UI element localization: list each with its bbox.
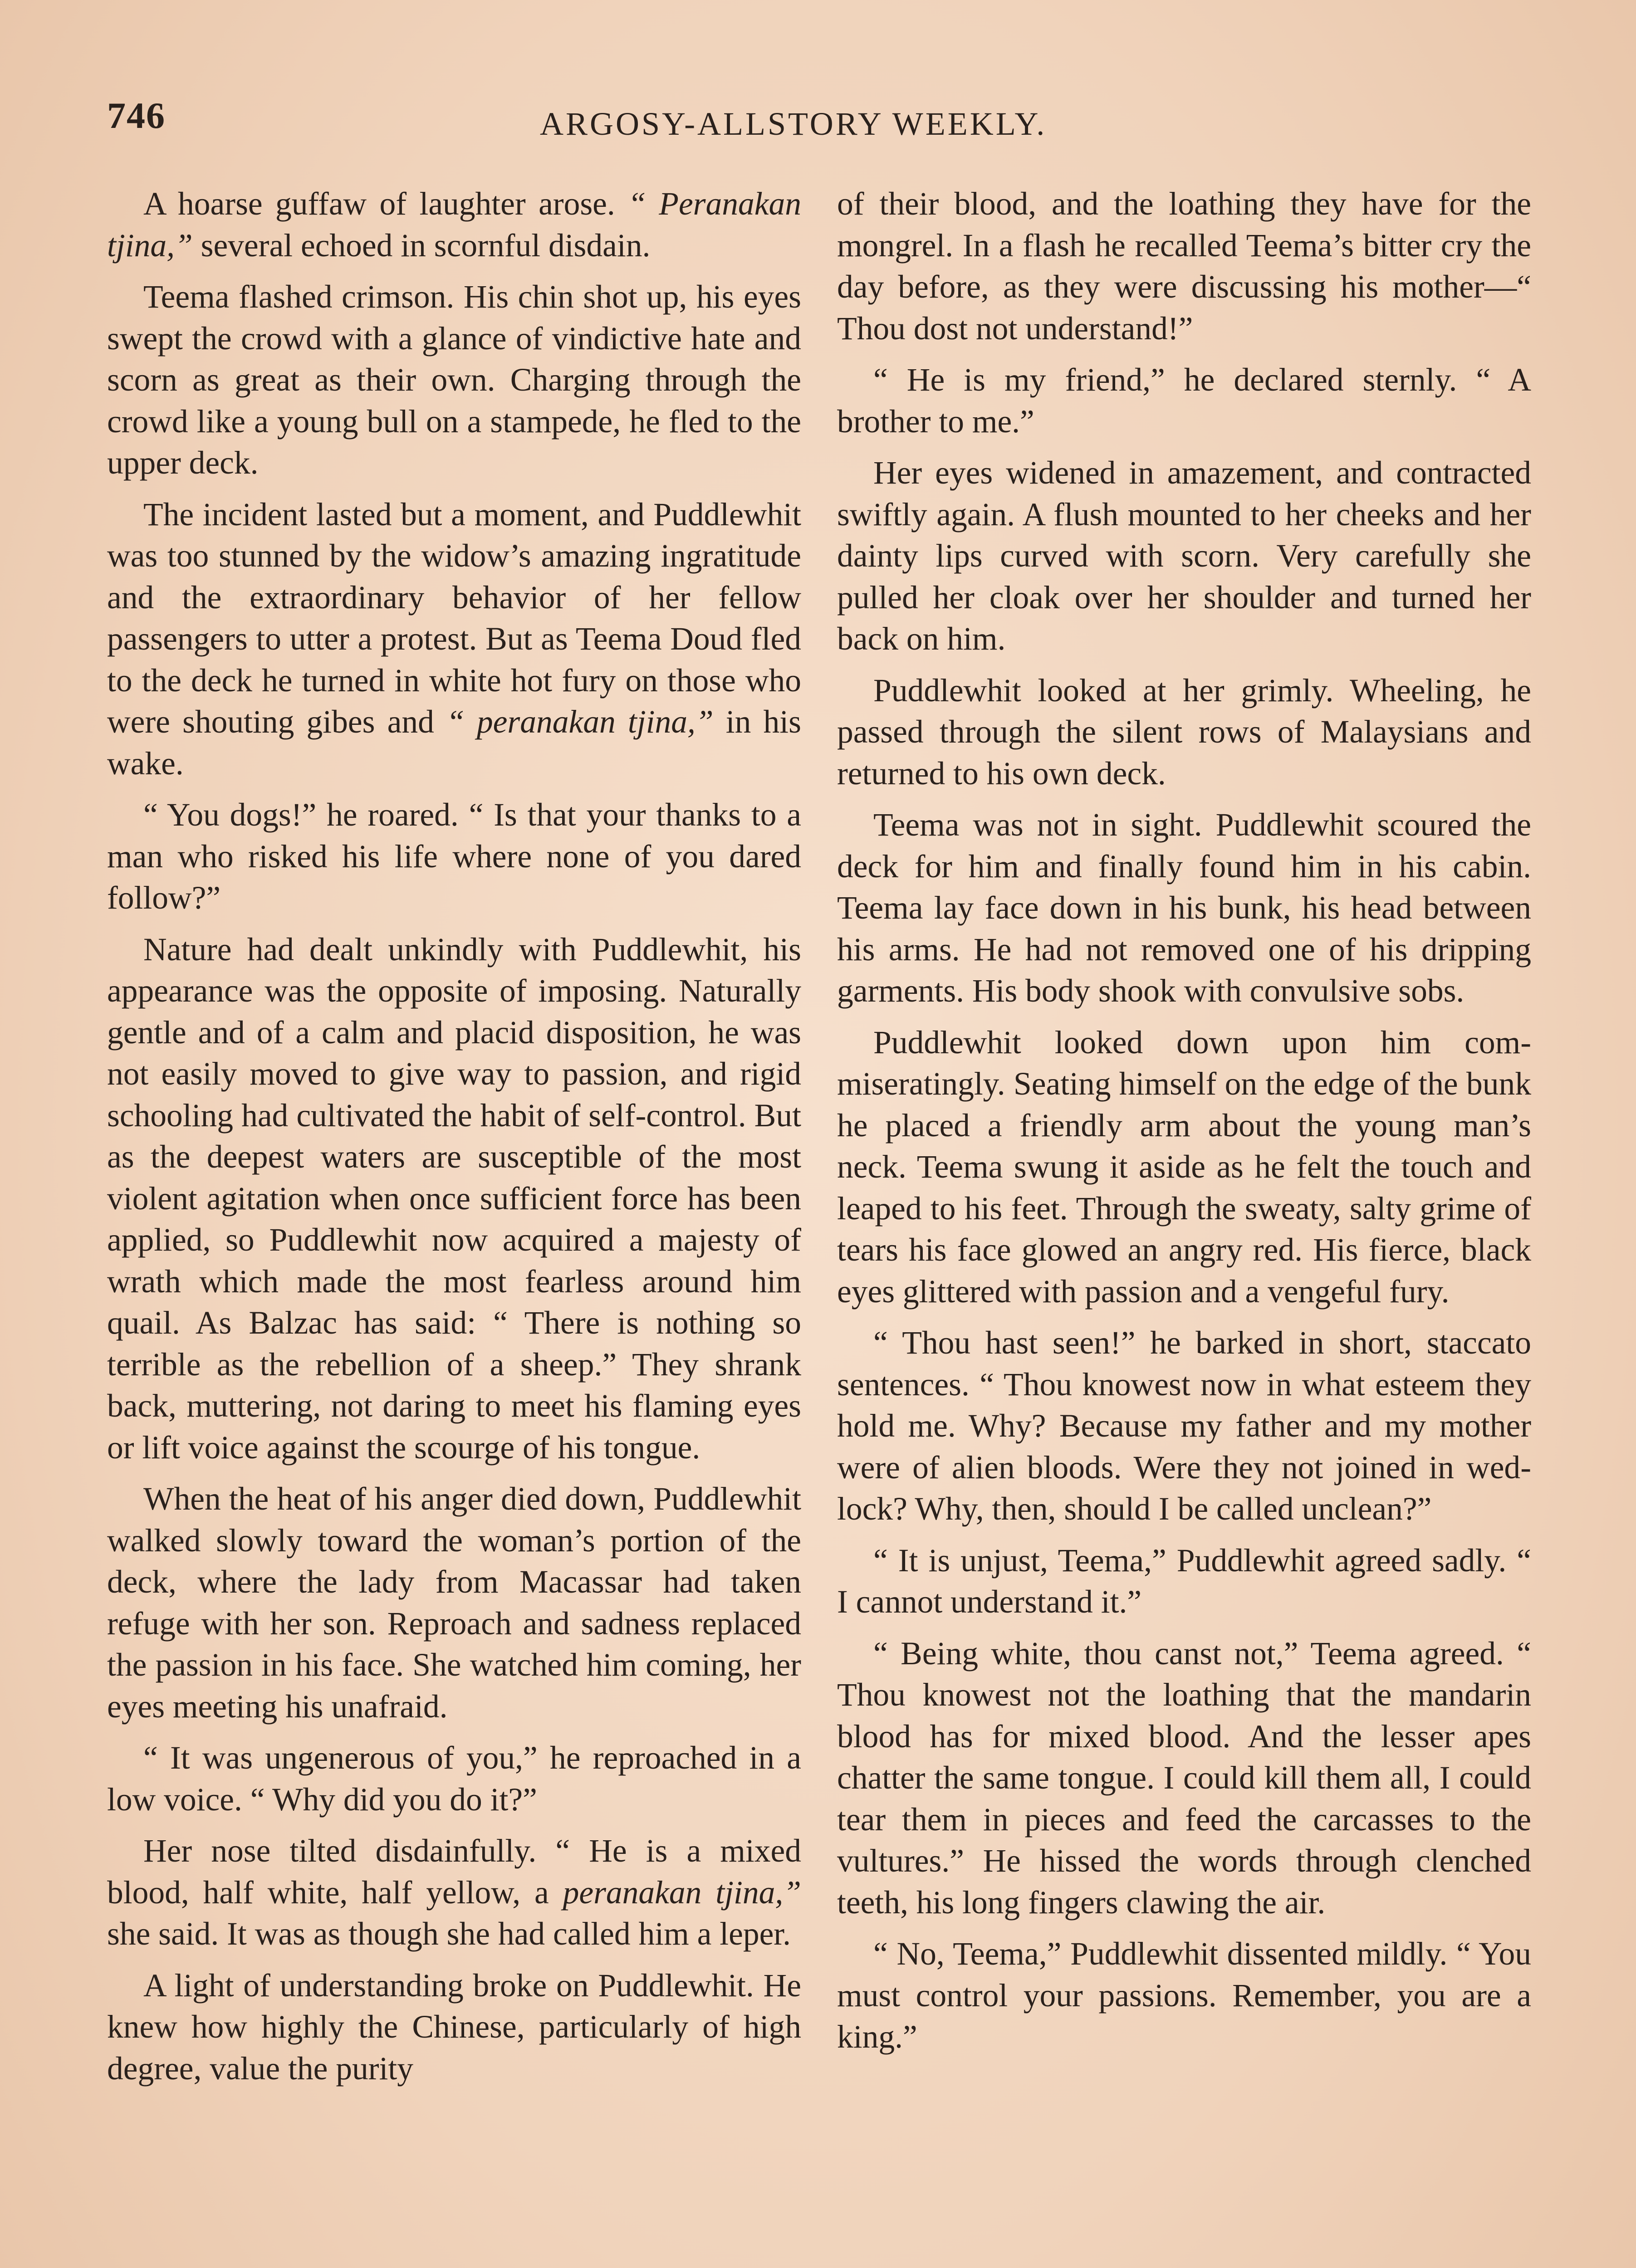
text-run: Nature had dealt unkindly with Puddlewhit, his appearance was the opposite of imposing. Naturally gentle and of a calm and placid disposition, he was not easily moved to give way to passion, and rigid schooling had cultivated the habit of self-control. But as the deepest waters are susceptible of the most violent agitation when once sufficient force has been applied, so Puddlewhit now acquired a majesty of wrath which made the most fearless around him quail. As Balzac has said: “ There is nothing so terrible as the rebellion of a sheep.” They shrank back, muttering, not daring to meet his flaming eyes or lift voice against the scourge of his tongue.	[107, 931, 801, 1466]
text-run: “ Being white, thou canst not,” Teema agreed. “ Thou knowest not the loathing that the mandarin blood has for mixed blood. And the lesser apes chatter the same tongue. I could kill them all, I could tear them in pieces and feed the carcasses to the vultures.” He hissed the words through clenched teeth, his long fingers clawing the air.	[837, 1635, 1531, 1921]
text-run: “ You dogs!” he roared. “ Is that your thanks to a man who risked his life where none of you dared follow?”	[107, 797, 801, 916]
text-run: several echoed in scornful disdain.	[192, 227, 651, 264]
text-run: A hoarse guffaw of laughter arose.	[143, 186, 628, 222]
text-run: The incident lasted but a moment, and Puddlewhit was too stunned by the widow’s amazing ingratitude and the extraordinary behavior of her fellow passengers to utter a protest. But as Teema Doud fled to the deck he turned in white hot fury on those who were shouting gibes and	[107, 496, 801, 740]
paragraph	[107, 929, 801, 1469]
text-run: Teema was not in sight. Puddlewhit scoured the deck for him and finally found him in his cabin. Teema lay face down in his bunk, his head between his arms. He had not removed one of his dripping garments. His body shook with convulsive sobs.	[837, 807, 1531, 1009]
text-run: of their blood, and the loathing they have for the mongrel. In a flash he recalled Teema’s bitter cry the day before, as they were discussing his mother—“ Thou dost not understand!”	[837, 186, 1531, 347]
paragraph	[107, 1737, 801, 1820]
running-head: ARGOSY-ALLSTORY WEEKLY.	[540, 106, 1047, 142]
italic-phrase: “ peranakan tjina,”	[446, 704, 714, 740]
text-run: Puddlewhit looked at her grimly. Wheeling, he passed through the silent rows of Malaysians and returned to his own deck.	[837, 672, 1531, 792]
text-run: “ Thou hast seen!” he barked in short, staccato sentences. “ Thou knowest now in what esteem they hold me. Why? Because my father and my mother were of alien bloods. Were they not joined in wedlock? Why, then, should I be called unclean?”	[837, 1325, 1531, 1527]
italic-phrase: “ Peranakan tjina,”	[107, 186, 801, 264]
text-run: “ No, Teema,” Puddlewhit dissented mildly. “ You must control your passions. Remember, you are a king.”	[837, 1936, 1531, 2055]
italic-phrase: peranakan tjina,”	[563, 1874, 801, 1911]
paragraph	[837, 452, 1531, 660]
text-run: A light of understanding broke on Puddlewhit. He knew how highly the Chinese, particularly of high degree, value the purity	[107, 1967, 801, 2087]
paragraph	[107, 1478, 801, 1727]
paragraph	[837, 183, 1531, 349]
text-run: Her eyes widened in amazement, and contracted swiftly again. A flush mounted to her cheeks and her dainty lips curved with scorn. Very carefully she pulled her cloak over her shoulder and turned her back on him.	[837, 455, 1531, 657]
paragraph	[837, 670, 1531, 795]
paragraph	[107, 494, 801, 785]
paragraph	[107, 794, 801, 919]
text-run: in his wake.	[107, 704, 801, 782]
page-number: 746	[107, 95, 166, 136]
paragraph	[107, 1965, 801, 2090]
text-run: “ It was ungenerous of you,” he reproached in a low voice. “ Why did you do it?”	[107, 1740, 801, 1818]
left-column	[107, 183, 801, 2099]
paragraph	[107, 1830, 801, 1955]
paragraph	[837, 1322, 1531, 1530]
paragraph	[837, 1022, 1531, 1313]
text-run: “ It is unjust, Teema,” Puddlewhit agreed sadly. “ I cannot understand it.”	[837, 1542, 1531, 1620]
text-run: When the heat of his anger died down, Puddlewhit walked slowly toward the woman’s portion of the deck, where the lady from Macassar had taken refuge with her son. Reproach and sadness replaced the passion in his face. She watched him coming, her eyes meeting his unafraid.	[107, 1481, 801, 1725]
right-column	[837, 183, 1531, 2068]
paragraph	[837, 1540, 1531, 1623]
text-run: “ He is my friend,” he declared sternly. “ A brother to me.”	[837, 362, 1531, 440]
paragraph	[837, 1933, 1531, 2058]
paragraph	[107, 276, 801, 484]
paragraph	[107, 183, 801, 266]
paragraph	[837, 804, 1531, 1012]
text-run: Teema flashed crimson. His chin shot up, his eyes swept the crowd with a glance of vindictive hate and scorn as great as their own. Charging through the crowd like a young bull on a stampede, he fled to the upper deck.	[107, 279, 801, 481]
text-run: Her nose tilted disdainfully. “ He is a mixed blood, half white, half yellow, a	[107, 1833, 801, 1911]
text-run: she said. It was as though she had called him a leper.	[107, 1916, 791, 1952]
paragraph	[837, 1633, 1531, 1924]
paragraph	[837, 359, 1531, 442]
text-run: Puddlewhit looked down upon him commiseratingly. Seating himself on the edge of the bunk he placed a friendly arm about the young man’s neck. Teema swung it aside as he felt the touch and leaped to his feet. Through the sweaty, salty grime of tears his face glowed an angry red. His fierce, black eyes glittered with passion and a vengeful fury.	[837, 1024, 1531, 1310]
